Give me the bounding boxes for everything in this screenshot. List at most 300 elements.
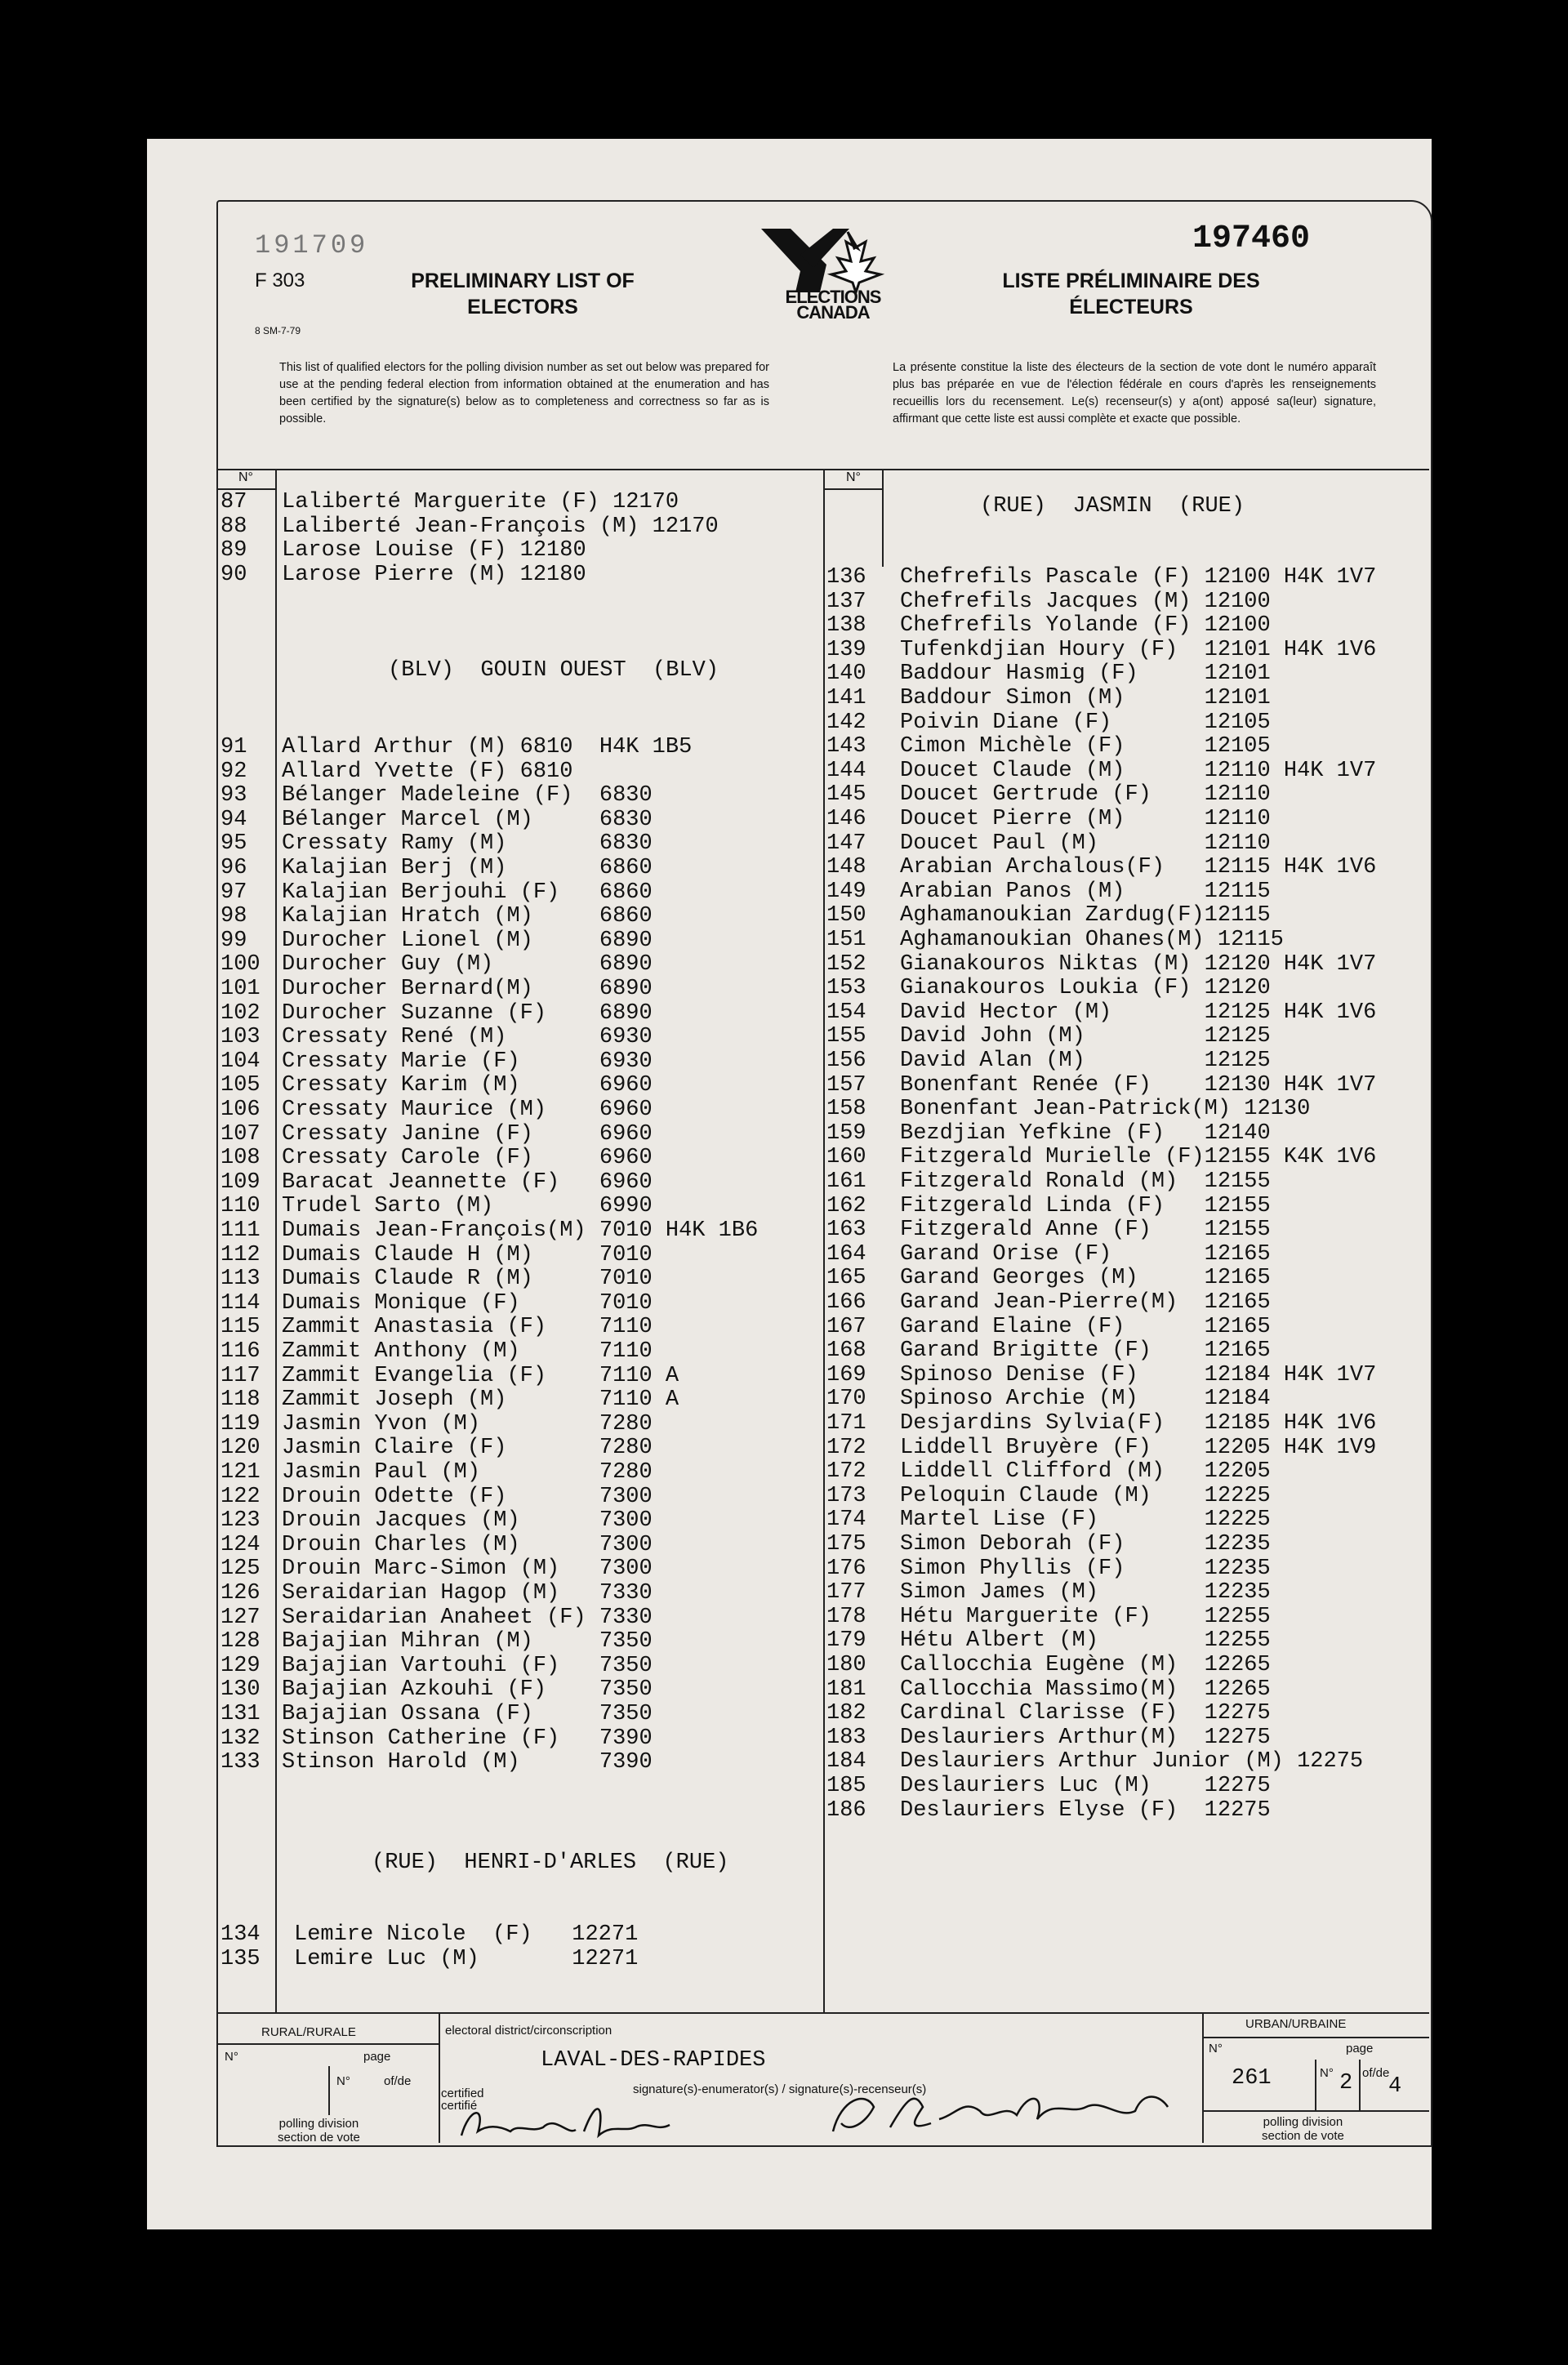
elector-number: 153 (826, 976, 866, 1001)
elector-number: 132 (220, 1726, 261, 1751)
elector-row (220, 1025, 821, 1049)
elector-row (220, 1194, 821, 1218)
elector-row (826, 1097, 1431, 1121)
elector-entry: Spinoso Denise (F) 12184 H4K 1V7 (900, 1362, 1377, 1387)
elector-entry: Cressaty Marie (F) 6930 (282, 1049, 653, 1074)
elector-row (220, 1436, 821, 1460)
elector-number: 147 (826, 831, 866, 856)
elector-number: 184 (826, 1749, 866, 1775)
elector-row (826, 1605, 1431, 1629)
elector-entry: Drouin Charles (M) 7300 (282, 1532, 653, 1557)
elector-entry: Callocchia Eugène (M) 12265 (900, 1653, 1271, 1677)
elector-entry: Garand Georges (M) 12165 (900, 1266, 1271, 1291)
street-jasmin: (RUE) JASMIN (RUE) (980, 494, 1245, 519)
elector-row (826, 1726, 1431, 1750)
elector-entry: Kalajian Berjouhi (F) 6860 (282, 880, 653, 905)
elector-entry: Laliberté Marguerite (F) 12170 (282, 490, 679, 514)
elector-row (826, 1145, 1431, 1169)
elector-number: 160 (826, 1145, 866, 1170)
rural-label: RURAL/RURALE (261, 2025, 356, 2039)
elector-entry: Baddour Hasmig (F) 12101 (900, 661, 1271, 687)
elector-entry: Chefrefils Pascale (F) 12100 H4K 1V7 (900, 565, 1377, 590)
elector-number: 125 (220, 1557, 261, 1582)
elector-row (220, 538, 821, 563)
elector-entry: Martel Lise (F) 12225 (900, 1508, 1271, 1533)
elector-row (826, 1436, 1431, 1460)
elector-row (220, 904, 821, 929)
elector-entry: Bonenfant Jean-Patrick(M) 12130 (900, 1097, 1311, 1122)
elector-row (826, 1677, 1431, 1702)
elector-number: 123 (220, 1508, 261, 1534)
intro-english: This list of qualified electors for the polling division number as set out below was prepared for use at the pending federal election from information obtained at the enumeration and has been certified by the signature(s) below as to completeness and correctness so far as is possible. (279, 361, 769, 425)
elector-row (826, 686, 1431, 710)
urban-page-label: page (1346, 2042, 1374, 2055)
elector-entry: Dumais Claude H (M) 7010 (282, 1242, 653, 1267)
elector-entry: Allard Yvette (F) 6810 (282, 759, 573, 784)
elector-entry: Bezdjian Yefkine (F) 12140 (900, 1120, 1271, 1146)
elector-number: 111 (220, 1218, 261, 1243)
elector-entry: Drouin Jacques (M) 7300 (282, 1508, 653, 1534)
elector-number: 133 (220, 1750, 261, 1775)
elector-row (220, 1508, 821, 1533)
elector-entry: Liddell Clifford (M) 12205 (900, 1459, 1271, 1485)
elector-number: 159 (826, 1120, 866, 1146)
elector-number: 128 (220, 1629, 261, 1655)
elector-number: 137 (826, 589, 866, 614)
elector-entry: Dumais Monique (F) 7010 (282, 1290, 653, 1316)
elector-row (826, 903, 1431, 928)
elector-number: 135 (220, 1946, 261, 1971)
elector-entry: Cressaty Maurice (M) 6960 (282, 1098, 653, 1122)
elector-entry: Cressaty Ramy (M) 6830 (282, 831, 653, 857)
elector-row (220, 1750, 821, 1775)
elector-row (220, 1629, 821, 1654)
rural-district-divider (439, 2012, 440, 2143)
elector-row (826, 1387, 1431, 1411)
elector-number: 120 (220, 1436, 261, 1461)
elector-number: 141 (826, 686, 866, 710)
rural-no-label: N° (225, 2050, 238, 2064)
elector-number: 151 (826, 928, 866, 952)
form-revision: 8 SM-7-79 (255, 325, 301, 336)
elector-number: 90 (220, 562, 247, 587)
elector-number: 95 (220, 831, 247, 857)
elector-entry: Simon James (M) 12235 (900, 1580, 1271, 1606)
elector-entry: Aghamanoukian Zardug(F)12115 (900, 903, 1271, 929)
elector-number: 92 (220, 759, 247, 784)
elector-number: 146 (826, 807, 866, 831)
elector-entry: Chefrefils Yolande (F) 12100 (900, 613, 1271, 639)
elector-number: 117 (220, 1363, 261, 1388)
elector-row (826, 1169, 1431, 1194)
elector-row (826, 638, 1431, 662)
elector-row (826, 1749, 1431, 1774)
elector-row (220, 977, 821, 1001)
elector-entry: Bajajian Vartouhi (F) 7350 (282, 1653, 653, 1678)
elector-entry: Durocher Guy (M) 6890 (282, 952, 653, 978)
elector-row (826, 1049, 1431, 1073)
elector-number: 161 (826, 1169, 866, 1194)
elector-number: 114 (220, 1290, 261, 1316)
elector-entry: Kalajian Hratch (M) 6860 (282, 904, 653, 929)
elector-row (220, 783, 821, 808)
elector-row (220, 929, 821, 953)
urban-page-no-label: N° (1320, 2066, 1334, 2080)
urban-divider (1202, 2012, 1204, 2143)
elector-entry: Simon Deborah (F) 12235 (900, 1532, 1271, 1557)
elector-number: 102 (220, 1000, 261, 1026)
elector-entry: Cressaty René (M) 6930 (282, 1025, 653, 1050)
elector-row (826, 1194, 1431, 1218)
elector-row (220, 1170, 821, 1195)
elector-number: 181 (826, 1677, 866, 1702)
elector-number: 152 (826, 951, 866, 977)
elector-number: 155 (826, 1024, 866, 1049)
elector-entry: Arabian Archalous(F) 12115 H4K 1V6 (900, 855, 1377, 880)
elector-row (826, 782, 1431, 807)
elector-entry: Cimon Michèle (F) 12105 (900, 734, 1271, 759)
elector-number: 88 (220, 514, 247, 539)
elector-row (220, 1677, 821, 1702)
elector-number: 177 (826, 1580, 866, 1606)
elector-entry: Dumais Claude R (M) 7010 (282, 1267, 653, 1292)
elector-entry: Drouin Odette (F) 7300 (282, 1484, 653, 1509)
elector-row (220, 1122, 821, 1147)
elector-row (220, 1243, 821, 1267)
elector-number: 179 (826, 1628, 866, 1654)
elector-row (826, 952, 1431, 977)
elector-row (220, 490, 821, 514)
elector-number: 173 (826, 1483, 866, 1508)
elector-entry: Deslauriers Elyse (F) 12275 (900, 1797, 1271, 1823)
elector-entry: Bajajian Ossana (F) 7350 (282, 1702, 653, 1726)
elector-number: 162 (826, 1193, 866, 1218)
elector-entry: Cardinal Clarisse (F) 12275 (900, 1701, 1271, 1726)
elector-row (826, 1024, 1431, 1049)
elections-canada-logo (751, 222, 915, 336)
elector-number: 183 (826, 1725, 866, 1750)
elector-entry: Hétu Albert (M) 12255 (900, 1628, 1271, 1654)
elector-entry: Allard Arthur (M) 6810 H4K 1B5 (282, 735, 693, 759)
elector-row (826, 1290, 1431, 1315)
elector-entry: Doucet Claude (M) 12110 H4K 1V7 (900, 758, 1377, 783)
elector-row (220, 1581, 821, 1606)
elector-row (826, 1000, 1431, 1025)
elector-row (220, 1557, 821, 1581)
elector-row (826, 855, 1431, 880)
elector-entry: Seraidarian Anaheet (F) 7330 (282, 1605, 653, 1630)
elector-number: 101 (220, 977, 261, 1001)
elector-row (220, 1218, 821, 1243)
elector-number: 157 (826, 1072, 866, 1098)
elector-number: 138 (826, 613, 866, 639)
elector-number: 158 (826, 1097, 866, 1122)
elector-entry: Fitzgerald Linda (F) 12155 (900, 1193, 1271, 1218)
elector-entry: Deslauriers Luc (M) 12275 (900, 1774, 1271, 1798)
elector-row (220, 1947, 821, 1971)
elector-number: 143 (826, 734, 866, 759)
elector-number: 124 (220, 1532, 261, 1557)
logo-text: ELECTIONS CANADA (785, 287, 881, 323)
elector-row (826, 1218, 1431, 1242)
elector-number: 87 (220, 490, 247, 514)
elector-entry: Cressaty Karim (M) 6960 (282, 1073, 653, 1098)
elector-number: 118 (220, 1387, 261, 1413)
right-no-column-rule (882, 469, 884, 567)
urban-no-value: 261 (1232, 2066, 1272, 2091)
elector-number: 109 (220, 1169, 261, 1195)
elector-number: 168 (826, 1338, 866, 1364)
elector-entry: David Hector (M) 12125 H4K 1V6 (900, 1000, 1377, 1025)
elector-number: 131 (220, 1702, 261, 1726)
elector-number: 185 (826, 1774, 866, 1798)
street-gouin-ouest: (BLV) GOUIN OUEST (BLV) (388, 658, 719, 683)
elector-number: 107 (220, 1121, 261, 1147)
elector-row (826, 1484, 1431, 1508)
rural-polling-label: polling division section de vote (278, 2117, 360, 2145)
elector-entry: Garand Orise (F) 12165 (900, 1241, 1271, 1267)
elector-entry: Jasmin Claire (F) 7280 (282, 1436, 653, 1461)
elector-number: 174 (826, 1508, 866, 1533)
elector-entry: Cressaty Carole (F) 6960 (282, 1146, 653, 1171)
elector-entry: Dumais Jean-François(M) 7010 H4K 1B6 (282, 1218, 759, 1243)
elector-row (826, 661, 1431, 686)
elector-entry: Poivin Diane (F) 12105 (900, 710, 1271, 735)
elector-entry: Durocher Bernard(M) 6890 (282, 977, 653, 1001)
elector-number: 104 (220, 1049, 261, 1074)
elector-entry: Zammit Anthony (M) 7110 (282, 1339, 653, 1364)
elector-row (220, 1922, 821, 1947)
elector-entry: Arabian Panos (M) 12115 (900, 879, 1271, 904)
elector-number: 94 (220, 807, 247, 832)
elector-number: 164 (826, 1241, 866, 1267)
elector-row (220, 1291, 821, 1316)
elector-row (220, 1339, 821, 1364)
elector-row (826, 928, 1431, 952)
elector-row (826, 734, 1431, 759)
elector-row (826, 1073, 1431, 1098)
elector-entry: Tufenkdjian Houry (F) 12101 H4K 1V6 (900, 637, 1377, 662)
rural-no-label-2: N° (336, 2074, 350, 2088)
elector-number: 171 (826, 1411, 866, 1436)
elector-entry: Baddour Simon (M) 12101 (900, 686, 1271, 710)
elector-entry: Desjardins Sylvia(F) 12185 H4K 1V6 (900, 1411, 1377, 1436)
elector-entry: Cressaty Janine (F) 6960 (282, 1121, 653, 1147)
elector-row (826, 710, 1431, 735)
elector-number: 100 (220, 952, 261, 978)
footer-top-rule (218, 2012, 1429, 2014)
elector-entry: David Alan (M) 12125 (900, 1049, 1271, 1073)
serial-number: 197460 (1192, 220, 1311, 257)
elector-number: 142 (826, 710, 866, 735)
elector-row (826, 590, 1431, 614)
elector-number: 115 (220, 1315, 261, 1340)
elector-row (826, 1798, 1431, 1823)
elector-entry: Bonenfant Renée (F) 12130 H4K 1V7 (900, 1072, 1377, 1098)
elector-entry: Deslauriers Arthur Junior (M) 12275 (900, 1749, 1364, 1775)
enumerator-signature-1 (453, 2091, 698, 2148)
elector-entry: Liddell Bruyère (F) 12205 H4K 1V9 (900, 1435, 1377, 1460)
elector-entry: Seraidarian Hagop (M) 7330 (282, 1581, 653, 1606)
elector-row (826, 1557, 1431, 1581)
elector-number: 180 (826, 1653, 866, 1677)
elector-row (220, 1146, 821, 1170)
rural-rule (218, 2043, 439, 2045)
elector-row (220, 1726, 821, 1751)
elector-entry: Lemire Nicole (F) 12271 (294, 1922, 639, 1947)
elector-number: 148 (826, 855, 866, 880)
right-no-header-rule (825, 488, 882, 490)
elector-row (826, 1532, 1431, 1557)
elector-row (220, 759, 821, 784)
right-no-header: N° (846, 470, 861, 484)
elector-row (826, 1242, 1431, 1267)
elector-row (220, 1702, 821, 1726)
elector-entry: Durocher Lionel (M) 6890 (282, 928, 653, 953)
elector-entry: Spinoso Archie (M) 12184 (900, 1387, 1271, 1412)
intro-french: La présente constitue la liste des électeurs de la section de vote dont le numéro apparaît plus bas préparée en vue de l'élection fédérale en cours d'après les renseignements recueillis lors du recensement. Le(s) recenseur(s) y a(ont) apposé sa(leur) signature, affirmant que cette liste est aussi complète et exacte que possible. (893, 361, 1376, 425)
column-divider (823, 469, 825, 2012)
elector-entry: Zammit Anastasia (F) 7110 (282, 1315, 653, 1340)
elector-entry: Gianakouros Niktas (M) 12120 H4K 1V7 (900, 951, 1377, 977)
elector-number: 140 (826, 661, 866, 687)
elector-number: 127 (220, 1605, 261, 1630)
elector-row (220, 808, 821, 832)
elector-row (220, 1387, 821, 1412)
elector-row (826, 1653, 1431, 1677)
stamp-reference: 191709 (255, 230, 369, 261)
elector-row (826, 807, 1431, 831)
urban-no-label: N° (1209, 2042, 1223, 2055)
elector-number: 182 (826, 1701, 866, 1726)
elector-number: 134 (220, 1922, 261, 1947)
elector-row (826, 565, 1431, 590)
elector-number: 126 (220, 1581, 261, 1606)
elector-number: 98 (220, 904, 247, 929)
elector-number: 106 (220, 1098, 261, 1122)
elector-entry: Jasmin Paul (M) 7280 (282, 1460, 653, 1485)
elector-row (826, 613, 1431, 638)
title-english: PRELIMINARY LIST OF ELECTORS (411, 269, 635, 318)
urban-page-value: 2 (1339, 2071, 1353, 2096)
rural-of-label: of/de (384, 2074, 412, 2088)
elector-entry: Laliberté Jean-François (M) 12170 (282, 514, 719, 539)
elector-row (220, 1654, 821, 1678)
elector-row (826, 1315, 1431, 1339)
elector-entry: Deslauriers Arthur(M) 12275 (900, 1725, 1271, 1750)
elector-number: 163 (826, 1218, 866, 1243)
elector-number: 175 (826, 1532, 866, 1557)
elector-number: 139 (826, 637, 866, 662)
elector-entry: Fitzgerald Ronald (M) 12155 (900, 1169, 1271, 1194)
elector-number: 136 (826, 565, 866, 590)
elector-number: 119 (220, 1411, 261, 1436)
elector-row (220, 856, 821, 880)
elector-entry: Simon Phyllis (F) 12235 (900, 1556, 1271, 1581)
elector-entry: Larose Louise (F) 12180 (282, 538, 586, 563)
elector-row (220, 831, 821, 856)
urban-bottom-rule (1204, 2110, 1429, 2112)
elector-row (220, 1485, 821, 1509)
elector-row (826, 1266, 1431, 1290)
elector-row (826, 1121, 1431, 1146)
elector-entry: Bélanger Marcel (M) 6830 (282, 807, 653, 832)
elector-row (826, 1701, 1431, 1726)
elector-entry: Stinson Catherine (F) 7390 (282, 1726, 653, 1751)
form-number: F 303 (255, 269, 305, 292)
elector-entry: Garand Brigitte (F) 12165 (900, 1338, 1271, 1364)
elector-number: 170 (826, 1387, 866, 1412)
elector-number: 99 (220, 928, 247, 953)
elector-entry: Peloquin Claude (M) 12225 (900, 1483, 1271, 1508)
elector-row (826, 831, 1431, 856)
elector-row (826, 976, 1431, 1000)
elector-number: 172 (826, 1459, 866, 1485)
rural-page-label: page (363, 2050, 391, 2064)
urban-of-divider (1359, 2060, 1361, 2110)
elector-row (826, 1338, 1431, 1363)
elector-entry: Fitzgerald Murielle (F)12155 K4K 1V6 (900, 1145, 1377, 1170)
elector-number: 145 (826, 782, 866, 808)
elector-number: 116 (220, 1339, 261, 1364)
elector-entry: Fitzgerald Anne (F) 12155 (900, 1218, 1271, 1243)
elector-number: 165 (826, 1266, 866, 1291)
elector-row (826, 880, 1431, 904)
elector-row (220, 1533, 821, 1557)
elector-row (220, 1049, 821, 1074)
elector-row (220, 1460, 821, 1485)
elector-entry: Zammit Evangelia (F) 7110 A (282, 1363, 679, 1388)
elector-entry: Doucet Pierre (M) 12110 (900, 807, 1271, 831)
elector-number: 110 (220, 1194, 261, 1219)
elector-entry: Stinson Harold (M) 7390 (282, 1750, 653, 1775)
elector-entry: Zammit Joseph (M) 7110 A (282, 1387, 679, 1413)
elector-row (826, 759, 1431, 783)
elector-number: 108 (220, 1146, 261, 1171)
elector-number: 166 (826, 1290, 866, 1315)
elector-row (826, 1580, 1431, 1605)
elector-entry: Callocchia Massimo(M) 12265 (900, 1677, 1271, 1702)
elector-number: 186 (826, 1797, 866, 1823)
elector-row (220, 1315, 821, 1339)
enumerator-signature-2 (817, 2074, 1176, 2148)
elector-entry: Doucet Paul (M) 12110 (900, 831, 1271, 856)
elector-number: 130 (220, 1677, 261, 1703)
elector-row (220, 1001, 821, 1026)
elector-row (826, 1363, 1431, 1387)
elector-number: 150 (826, 903, 866, 929)
elector-number: 154 (826, 1000, 866, 1025)
elector-row (826, 1774, 1431, 1798)
elector-number: 172 (826, 1435, 866, 1460)
elector-number: 112 (220, 1242, 261, 1267)
elector-entry: Bélanger Madeleine (F) 6830 (282, 783, 653, 808)
elector-entry: Lemire Luc (M) 12271 (294, 1946, 639, 1971)
urban-page-divider (1315, 2060, 1316, 2110)
elector-row (826, 1411, 1431, 1436)
elector-entry: Drouin Marc-Simon (M) 7300 (282, 1557, 653, 1582)
elector-row (220, 1267, 821, 1291)
elector-entry: Bajajian Azkouhi (F) 7350 (282, 1677, 653, 1703)
elector-entry: Garand Jean-Pierre(M) 12165 (900, 1290, 1271, 1315)
elector-row (220, 563, 821, 587)
elector-number: 149 (826, 879, 866, 904)
elector-row (826, 1459, 1431, 1484)
urban-of-value: 4 (1388, 2074, 1402, 2099)
urban-rule (1204, 2037, 1429, 2038)
elector-row (220, 1073, 821, 1098)
elector-number: 96 (220, 856, 247, 880)
